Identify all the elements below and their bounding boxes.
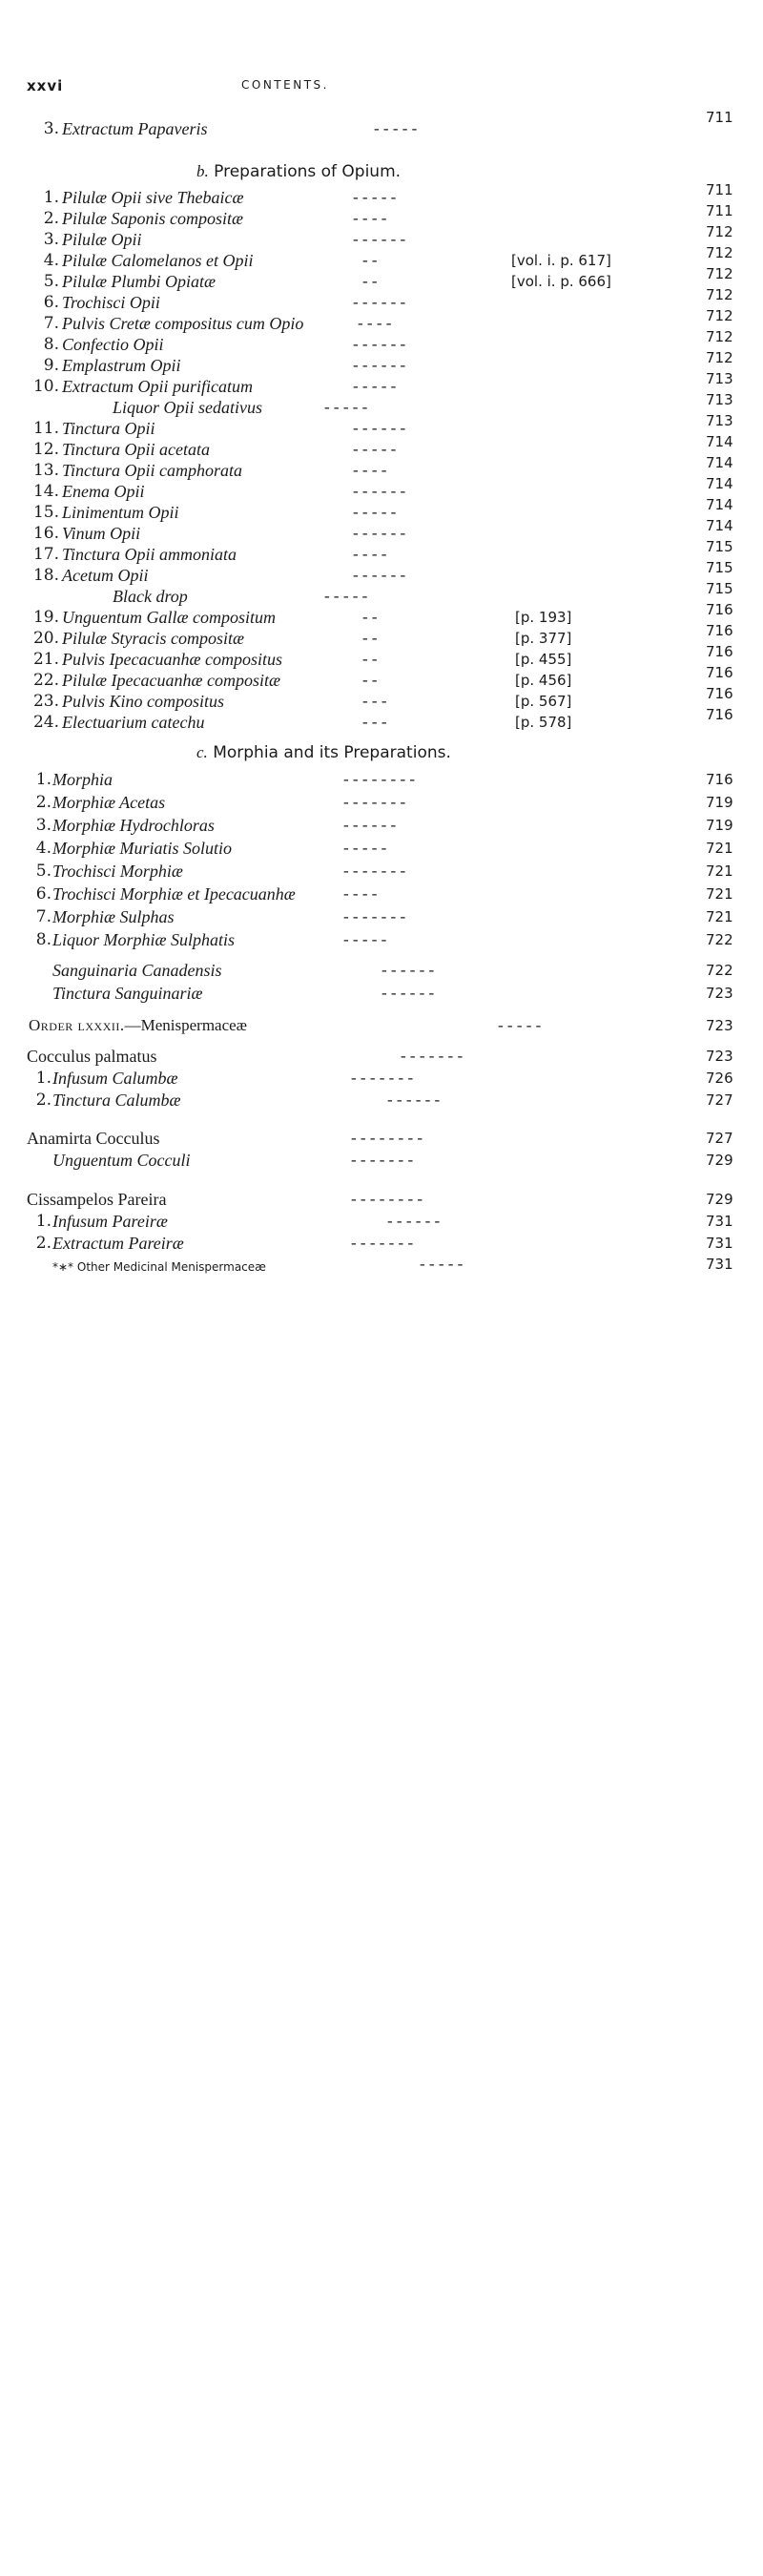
entry-page: 722 [706, 931, 733, 948]
entry-number: 16. [32, 524, 59, 543]
toc-entry [0, 328, 763, 355]
entry-page: 719 [706, 794, 733, 811]
plant-entry [0, 1046, 763, 1067]
toc-entry [0, 349, 763, 376]
entry-title: Infusum Calumbæ [52, 1069, 178, 1088]
toc-entry [0, 265, 763, 292]
entry-title: Emplastrum Opii [62, 356, 181, 375]
leader-dots: - - - - [353, 545, 387, 563]
entry-page: 716 [706, 685, 733, 702]
entry-page: 714 [706, 475, 733, 492]
order-name: —Menispermaceæ [124, 1016, 248, 1034]
leader-dots: - - - - - - [353, 293, 406, 311]
entry-page: 714 [706, 496, 733, 513]
toc-entry [0, 412, 763, 439]
leader-dots: - - - - - - - [351, 1234, 414, 1252]
leader-dots: - - - [362, 692, 387, 710]
entry-number: 5. [35, 862, 52, 881]
cross-reference: [p. 193] [515, 609, 572, 626]
leader-dots: - - - - - - - [343, 862, 406, 880]
entry-number: 10. [32, 377, 59, 396]
entry-number: 7. [35, 907, 52, 926]
entry-page: 713 [706, 412, 733, 429]
entry-number: 3. [43, 230, 59, 249]
entry-page: 727 [706, 1130, 733, 1147]
entry-number: 2. [43, 209, 59, 228]
leader-dots: - - - - - - [382, 984, 435, 1002]
entry-title: Tinctura Opii acetata [62, 440, 210, 459]
entry-page: 729 [706, 1191, 733, 1208]
entry-page: 723 [706, 1048, 733, 1065]
entry-title: Cocculus palmatus [27, 1047, 157, 1066]
leader-dots: - - - - [353, 461, 387, 479]
plant-entry [0, 1189, 763, 1210]
toc-entry [0, 815, 763, 836]
cross-reference: [vol. i. p. 617] [511, 252, 611, 269]
entry-page: 716 [706, 601, 733, 618]
entry-title: Pilulæ Opii [62, 230, 142, 249]
leader-dots: - - - - - [374, 119, 418, 137]
leader-dots: - - - - - - [353, 524, 406, 542]
entry-title: Pulvis Ipecacuanhæ compositus [62, 650, 282, 669]
leader-dots: - - - - [358, 314, 392, 332]
leader-dots: - - - - - [420, 1255, 464, 1273]
entry-number: 1. [35, 1069, 52, 1088]
entry-title: Trochisci Opii [62, 293, 160, 312]
section-heading-b [196, 162, 401, 181]
entry-number: 8. [35, 930, 52, 949]
cross-reference: [p. 455] [515, 651, 572, 668]
entry-page: 721 [706, 908, 733, 925]
entry-title: Electuarium catechu [62, 713, 205, 732]
entry-number: 3. [43, 119, 59, 138]
entry-page: 721 [706, 862, 733, 880]
footnote-text: *∗* Other Medicinal Menispermaceæ [52, 1260, 266, 1274]
leader-dots: - - - - - - - [401, 1047, 464, 1065]
leader-dots: - - - - - [498, 1016, 542, 1034]
entry-title: Morphiæ Muriatis Solutio [52, 839, 233, 858]
entry-page: 712 [706, 223, 733, 240]
leader-dots: - - - - - - [353, 566, 406, 584]
toc-entry [0, 906, 763, 927]
toc-entry [0, 769, 763, 790]
entry-page: 715 [706, 559, 733, 576]
leader-dots: - - [362, 251, 378, 269]
toc-entry [0, 622, 763, 649]
entry-number: 17. [32, 545, 59, 564]
order-heading [29, 1015, 247, 1036]
entry-number: 4. [35, 839, 52, 858]
cross-reference: [p. 578] [515, 714, 572, 731]
entry-page: 729 [706, 1152, 733, 1169]
entry-page: 731 [706, 1235, 733, 1252]
entry-title: Pulvis Cretæ compositus cum Opio [62, 314, 304, 333]
entry-number: 13. [32, 461, 59, 480]
toc-entry [0, 475, 763, 502]
leader-dots: - - - - - - [387, 1091, 441, 1109]
entry-title: Anamirta Cocculus [27, 1129, 160, 1148]
entry-page: 711 [706, 202, 733, 219]
toc-entry [0, 244, 763, 271]
entry-page: 712 [706, 286, 733, 303]
entry-title: Confectio Opii [62, 335, 164, 354]
leader-dots: - - - - - [353, 377, 397, 395]
entry-title: Pilulæ Opii sive Thebaicæ [62, 188, 244, 207]
leader-dots: - - - - - [343, 930, 387, 948]
entry-title: Acetum Opii [62, 566, 149, 585]
toc-entry [0, 109, 763, 139]
leader-dots: - - - - - - [343, 816, 397, 834]
entry-title: Morphiæ Hydrochloras [52, 816, 215, 835]
entry-title: Infusum Pareiræ [52, 1212, 168, 1231]
entry-title: Extractum Opii purificatum [62, 377, 253, 396]
entry-page: 716 [706, 771, 733, 788]
entry-page: 713 [706, 370, 733, 387]
entry-page: 727 [706, 1091, 733, 1109]
entry-title: Morphia [52, 770, 113, 789]
entry-title: Black drop [113, 587, 188, 606]
entry-number: 2. [35, 1091, 52, 1110]
entry-number: 24. [32, 713, 59, 732]
entry-page: 731 [706, 1213, 733, 1230]
entry-page: 723 [706, 1017, 733, 1034]
entry-page: 712 [706, 349, 733, 366]
entry-number: 23. [32, 692, 59, 711]
entry-title: Pilulæ Saponis compositæ [62, 209, 244, 228]
leader-dots: - - - - - - [353, 335, 406, 353]
entry-title: Tinctura Opii [62, 419, 155, 438]
leader-dots: - - - - [353, 209, 387, 227]
entry-title: Sanguinaria Canadensis [52, 961, 222, 980]
entry-number: 4. [43, 251, 59, 270]
entry-title: Pilulæ Styracis compositæ [62, 629, 244, 648]
entry-number: 1. [43, 188, 59, 207]
entry-number: 3. [35, 816, 52, 835]
plant-entry [0, 1128, 763, 1149]
entry-page: 719 [706, 817, 733, 834]
entry-title: Unguentum Cocculi [52, 1151, 191, 1170]
order-entry [0, 1015, 763, 1036]
leader-dots: - - [362, 671, 378, 689]
leader-dots: - - - - - - - [351, 1151, 414, 1169]
entry-title: Morphiæ Sulphas [52, 907, 175, 926]
entry-title: Pilulæ Ipecacuanhæ compositæ [62, 671, 280, 690]
section-title: Preparations of Opium. [214, 162, 402, 181]
entry-title: Extractum Papaveris [62, 119, 208, 138]
cross-reference: [p. 377] [515, 630, 572, 647]
entry-number: 21. [32, 650, 59, 669]
toc-entry [0, 286, 763, 313]
entry-page: 715 [706, 538, 733, 555]
entry-page: 716 [706, 622, 733, 639]
cross-reference: [p. 567] [515, 693, 572, 710]
entry-page: 722 [706, 962, 733, 979]
entry-page: 715 [706, 580, 733, 597]
leader-dots: - - - - [343, 884, 378, 903]
toc-entry [0, 643, 763, 670]
entry-number: 7. [43, 314, 59, 333]
toc-entry [0, 1090, 763, 1111]
toc-entry [0, 433, 763, 460]
leader-dots: - - - - - - [353, 230, 406, 248]
leader-dots: - - - - - - - [351, 1069, 414, 1087]
leader-dots: - - [362, 608, 378, 626]
entry-page: 712 [706, 265, 733, 282]
entry-page: 731 [706, 1256, 733, 1273]
entry-number: 14. [32, 482, 59, 501]
entry-page: 714 [706, 454, 733, 471]
entry-number: 2. [35, 793, 52, 812]
entry-title: Pulvis Kino compositus [62, 692, 224, 711]
page-number-roman: xxvi [27, 77, 64, 94]
leader-dots: - - - - - [353, 188, 397, 206]
entry-page: 711 [706, 181, 733, 198]
section-letter: c. [196, 743, 208, 761]
toc-entry [0, 496, 763, 523]
leader-dots: - - - - - - [353, 356, 406, 374]
entry-title: Liquor Opii sedativus [113, 398, 263, 417]
toc-entry [0, 391, 763, 418]
entry-title: Trochisci Morphiæ [52, 862, 183, 881]
entry-number: 18. [32, 566, 59, 585]
entry-title: Pilulæ Plumbi Opiatæ [62, 272, 217, 291]
leader-dots: - - - - - [343, 839, 387, 857]
cross-reference: [vol. i. p. 666] [511, 273, 611, 290]
entry-title: Extractum Pareiræ [52, 1234, 184, 1253]
entry-page: 716 [706, 664, 733, 681]
running-title: CONTENTS. [241, 78, 329, 92]
entry-page: 721 [706, 840, 733, 857]
entry-title: Tinctura Opii ammoniata [62, 545, 237, 564]
toc-entry [0, 883, 763, 904]
entry-title: Tinctura Sanguinariæ [52, 984, 203, 1003]
leader-dots: - - - - - [324, 398, 368, 416]
entry-number: 19. [32, 608, 59, 627]
toc-entry [0, 1068, 763, 1089]
entry-number: 6. [35, 884, 52, 904]
entry-title: Tinctura Opii camphorata [62, 461, 243, 480]
toc-entry [0, 861, 763, 882]
entry-page: 714 [706, 517, 733, 534]
toc-entry [0, 960, 763, 981]
section-title: Morphia and its Preparations. [213, 743, 451, 762]
leader-dots: - - - - - - [353, 482, 406, 500]
leader-dots: - - - - - [353, 503, 397, 521]
toc-entry [0, 706, 763, 733]
toc-entry [0, 181, 763, 208]
page-header [27, 72, 732, 94]
leader-dots: - - [362, 272, 378, 290]
entry-page: 712 [706, 307, 733, 324]
toc-entry [0, 983, 763, 1004]
entry-title: Cissampelos Pareira [27, 1190, 167, 1209]
leader-dots: - - - - - - [382, 961, 435, 979]
toc-entry [0, 1233, 763, 1254]
leader-dots: - - - - - - [387, 1212, 441, 1230]
entry-title: Vinum Opii [62, 524, 141, 543]
entry-title: Pilulæ Calomelanos et Opii [62, 251, 254, 270]
entry-number: 11. [32, 419, 59, 438]
section-letter: b. [196, 162, 209, 180]
leader-dots: - - [362, 650, 378, 668]
order-label: Order lxxxii. [29, 1016, 125, 1034]
entry-number: 20. [32, 629, 59, 648]
entry-title: Unguentum Gallæ compositum [62, 608, 276, 627]
entry-title: Morphiæ Acetas [52, 793, 166, 812]
leader-dots: - - - - - - - [343, 907, 406, 925]
entry-page: 716 [706, 643, 733, 660]
toc-entry [0, 792, 763, 813]
toc-entry [0, 1211, 763, 1232]
entry-number: 6. [43, 293, 59, 312]
entry-page: 714 [706, 433, 733, 450]
entry-page: 712 [706, 328, 733, 345]
toc-entry [0, 370, 763, 397]
leader-dots: - - - - - [353, 440, 397, 458]
entry-number: 22. [32, 671, 59, 690]
leader-dots: - - - - - - - - [351, 1190, 423, 1208]
toc-entry [0, 580, 763, 607]
toc-entry [0, 664, 763, 691]
entry-number: 15. [32, 503, 59, 522]
entry-title: Tinctura Calumbæ [52, 1091, 181, 1110]
leader-dots: - - - - - - - - [351, 1129, 423, 1147]
entry-number: 5. [43, 272, 59, 291]
cross-reference: [p. 456] [515, 672, 572, 689]
toc-entry [0, 1150, 763, 1171]
toc-entry [0, 307, 763, 334]
entry-page: 713 [706, 391, 733, 408]
entry-number: 12. [32, 440, 59, 459]
toc-entry [0, 538, 763, 565]
leader-dots: - - - - - - - [343, 793, 406, 811]
leader-dots: - - - [362, 713, 387, 731]
toc-entry [0, 838, 763, 859]
toc-entry [0, 685, 763, 712]
toc-entry [0, 454, 763, 481]
entry-number: 9. [43, 356, 59, 375]
section-heading-c [196, 743, 451, 762]
toc-entry [0, 929, 763, 950]
entry-number: 8. [43, 335, 59, 354]
leader-dots: - - - - - - [353, 419, 406, 437]
entry-number: 2. [35, 1234, 52, 1253]
toc-entry [0, 517, 763, 544]
entry-title: Enema Opii [62, 482, 145, 501]
toc-entry [0, 223, 763, 250]
entry-number: 1. [35, 1212, 52, 1231]
leader-dots: - - - - - [324, 587, 368, 605]
leader-dots: - - - - - - - - [343, 770, 416, 788]
toc-entry [0, 601, 763, 628]
entry-page: 726 [706, 1070, 733, 1087]
toc-entry [0, 559, 763, 586]
toc-entry [0, 202, 763, 229]
entry-page: 716 [706, 706, 733, 723]
entry-page: 712 [706, 244, 733, 261]
entry-title: Liquor Morphiæ Sulphatis [52, 930, 236, 949]
leader-dots: - - [362, 629, 378, 647]
entry-title: Linimentum Opii [62, 503, 179, 522]
footnote-entry [0, 1254, 763, 1275]
entry-page: 721 [706, 885, 733, 903]
entry-title: Trochisci Morphiæ et Ipecacuanhæ [52, 884, 296, 904]
entry-page: 723 [706, 985, 733, 1002]
entry-number: 1. [35, 770, 52, 789]
entry-page: 711 [706, 109, 733, 126]
